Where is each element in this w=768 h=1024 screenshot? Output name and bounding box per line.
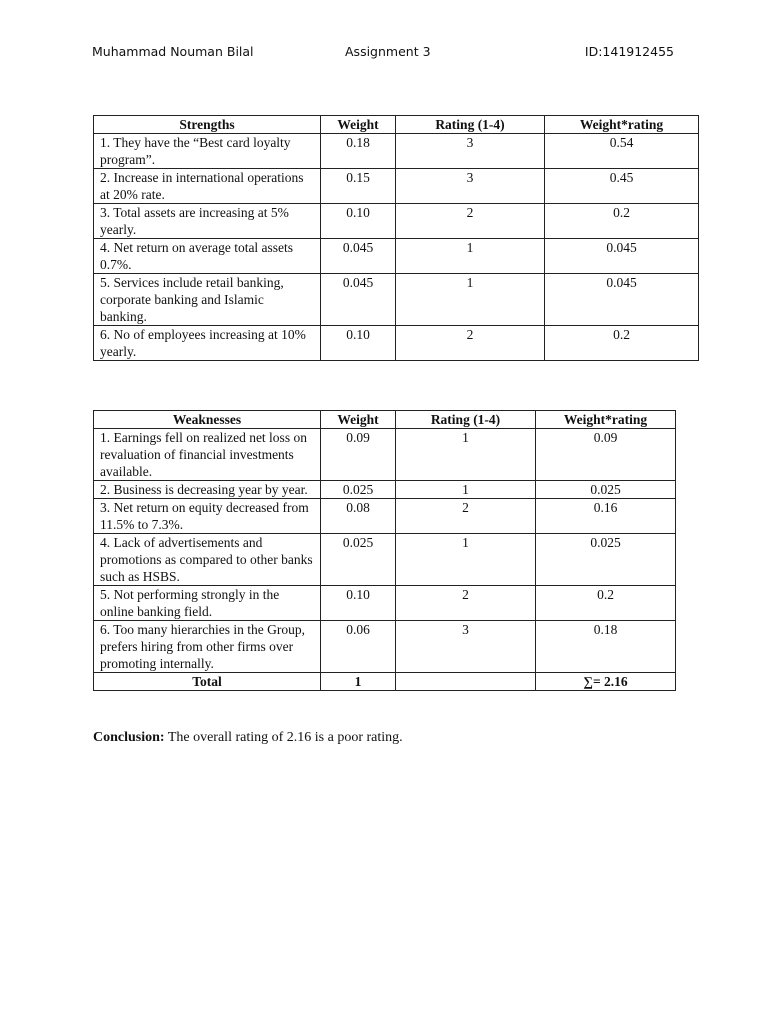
rating-cell: 1 — [396, 429, 536, 481]
table-row — [94, 429, 676, 481]
score-cell: 0.2 — [545, 204, 699, 239]
column-header: Weight*rating — [536, 411, 676, 429]
rating-cell: 3 — [396, 134, 545, 169]
score-cell: 0.18 — [536, 621, 676, 673]
rating-cell: 3 — [396, 169, 545, 204]
column-header: Weight — [321, 411, 396, 429]
weight-cell: 0.045 — [321, 239, 396, 274]
factor-cell: 4. Net return on average total assets 0.7%. — [94, 239, 321, 274]
factor-cell: 1. Earnings fell on realized net loss on revaluation of financial investments available. — [94, 429, 321, 481]
weight-cell: 0.025 — [321, 481, 396, 499]
total-rating — [396, 673, 536, 691]
score-cell: 0.16 — [536, 499, 676, 534]
weight-cell: 0.06 — [321, 621, 396, 673]
weight-cell: 0.09 — [321, 429, 396, 481]
column-header: Weight — [321, 116, 396, 134]
weight-cell: 0.08 — [321, 499, 396, 534]
weight-cell: 0.10 — [321, 204, 396, 239]
weight-cell: 0.025 — [321, 534, 396, 586]
weight-cell: 0.15 — [321, 169, 396, 204]
column-header: Rating (1-4) — [396, 411, 536, 429]
rating-cell: 3 — [396, 621, 536, 673]
table-row — [94, 534, 676, 586]
table-row — [94, 134, 699, 169]
total-row — [94, 673, 676, 691]
factor-cell: 6. No of employees increasing at 10% yearly. — [94, 326, 321, 361]
column-header: Weaknesses — [94, 411, 321, 429]
weight-cell: 0.18 — [321, 134, 396, 169]
rating-cell: 2 — [396, 499, 536, 534]
rating-cell: 1 — [396, 534, 536, 586]
total-score: ∑= 2.16 — [536, 673, 676, 691]
score-cell: 0.2 — [545, 326, 699, 361]
rating-cell: 2 — [396, 586, 536, 621]
factor-cell: 5. Services include retail banking, corporate banking and Islamic banking. — [94, 274, 321, 326]
factor-cell: 1. They have the “Best card loyalty program”. — [94, 134, 321, 169]
table-row — [94, 621, 676, 673]
score-cell: 0.025 — [536, 534, 676, 586]
rating-cell: 1 — [396, 274, 545, 326]
score-cell: 0.09 — [536, 429, 676, 481]
column-header: Rating (1-4) — [396, 116, 545, 134]
weight-cell: 0.10 — [321, 326, 396, 361]
column-header: Strengths — [94, 116, 321, 134]
table-row — [94, 586, 676, 621]
table-row — [94, 499, 676, 534]
score-cell: 0.45 — [545, 169, 699, 204]
weight-cell: 0.045 — [321, 274, 396, 326]
rating-cell: 1 — [396, 239, 545, 274]
factor-cell: 2. Business is decreasing year by year. — [94, 481, 321, 499]
rating-cell: 1 — [396, 481, 536, 499]
score-cell: 0.045 — [545, 274, 699, 326]
weaknesses-table — [93, 410, 676, 691]
factor-cell: 3. Total assets are increasing at 5% yearly. — [94, 204, 321, 239]
score-cell: 0.045 — [545, 239, 699, 274]
rating-cell: 2 — [396, 326, 545, 361]
assignment-title: Assignment 3 — [345, 44, 431, 59]
table-row — [94, 274, 699, 326]
page-header — [92, 44, 676, 62]
table-row — [94, 169, 699, 204]
table-header-row — [94, 411, 676, 429]
conclusion-label: Conclusion: — [93, 730, 165, 745]
score-cell: 0.54 — [545, 134, 699, 169]
factor-cell: 4. Lack of advertisements and promotions as compared to other banks such as HSBS. — [94, 534, 321, 586]
factor-cell: 6. Too many hierarchies in the Group, prefers hiring from other firms over promoting internally. — [94, 621, 321, 673]
rating-cell: 2 — [396, 204, 545, 239]
factor-cell: 5. Not performing strongly in the online banking field. — [94, 586, 321, 621]
factor-cell: 2. Increase in international operations at 20% rate. — [94, 169, 321, 204]
table-row — [94, 239, 699, 274]
score-cell: 0.025 — [536, 481, 676, 499]
score-cell: 0.2 — [536, 586, 676, 621]
table-row — [94, 481, 676, 499]
column-header: Weight*rating — [545, 116, 699, 134]
weight-cell: 0.10 — [321, 586, 396, 621]
strengths-table — [93, 115, 699, 361]
table-header-row — [94, 116, 699, 134]
table-row — [94, 204, 699, 239]
table-row — [94, 326, 699, 361]
total-label: Total — [94, 673, 321, 691]
conclusion — [93, 730, 403, 746]
student-id: ID:141912455 — [584, 44, 674, 59]
factor-cell: 3. Net return on equity decreased from 11.5% to 7.3%. — [94, 499, 321, 534]
author-name: Muhammad Nouman Bilal — [92, 44, 254, 59]
conclusion-text: The overall rating of 2.16 is a poor rating. — [164, 730, 403, 745]
total-weight: 1 — [321, 673, 396, 691]
